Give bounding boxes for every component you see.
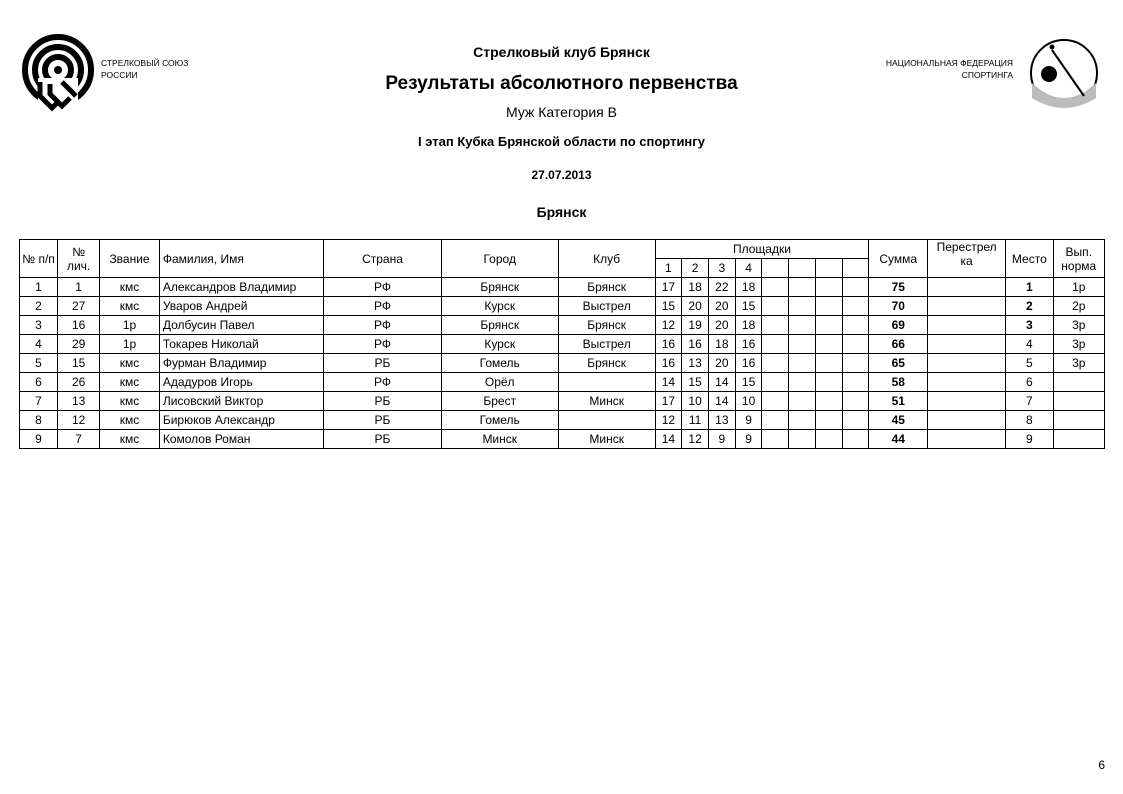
results-body [20, 278, 1105, 449]
cell-stand-score: 16 [655, 335, 682, 354]
col-town-header: Город [441, 240, 558, 278]
cell-country: РФ [324, 335, 441, 354]
cell-bib: 13 [58, 392, 100, 411]
cell-stand-score [762, 373, 789, 392]
cell-shootoff [928, 297, 1006, 316]
cell-shootoff [928, 430, 1006, 449]
cell-stand-score [815, 411, 842, 430]
cell-club: Брянск [558, 354, 655, 373]
cell-place: 1 [1006, 278, 1053, 297]
cell-stand-score: 12 [655, 411, 682, 430]
cell-country: РБ [324, 430, 441, 449]
cell-stand-score: 12 [682, 430, 709, 449]
cell-stand-score [842, 335, 869, 354]
stand-number: 3 [708, 259, 735, 278]
col-shootoff-header: Перестрел ка [928, 240, 1006, 278]
col-name-header: Фамилия, Имя [159, 240, 324, 278]
table-row [20, 354, 1105, 373]
cell-rank: кмс [100, 411, 160, 430]
cell-stand-score [789, 297, 816, 316]
cell-stand-score [815, 316, 842, 335]
cell-country: РБ [324, 411, 441, 430]
cell-stand-score: 9 [735, 411, 762, 430]
cell-town: Курск [441, 335, 558, 354]
cell-stand-score: 12 [655, 316, 682, 335]
cell-town: Гомель [441, 354, 558, 373]
cell-stand-score: 16 [735, 354, 762, 373]
col-sum-header: Сумма [869, 240, 928, 278]
cell-bib: 7 [58, 430, 100, 449]
cell-norm [1053, 373, 1105, 392]
cell-num: 4 [20, 335, 58, 354]
cell-stand-score [842, 411, 869, 430]
cell-sum: 45 [869, 411, 928, 430]
cell-stand-score: 17 [655, 392, 682, 411]
cell-club: Выстрел [558, 297, 655, 316]
cell-num: 8 [20, 411, 58, 430]
cell-name: Токарев Николай [159, 335, 324, 354]
cell-stand-score: 14 [655, 373, 682, 392]
cell-sum: 69 [869, 316, 928, 335]
cell-rank: кмс [100, 354, 160, 373]
cell-stand-score [789, 335, 816, 354]
cell-place: 9 [1006, 430, 1053, 449]
cell-sum: 44 [869, 430, 928, 449]
cell-name: Фурман Владимир [159, 354, 324, 373]
category: Муж Категория В [506, 104, 617, 120]
left-org-line1: СТРЕЛКОВЫЙ СОЮЗ [101, 58, 189, 68]
cell-stand-score: 15 [735, 297, 762, 316]
cell-norm: 3р [1053, 335, 1105, 354]
col-bib-header: № лич. [58, 240, 100, 278]
cell-stand-score: 15 [735, 373, 762, 392]
cell-norm: 3р [1053, 316, 1105, 335]
cell-stand-score: 22 [708, 278, 735, 297]
cell-stand-score [815, 278, 842, 297]
cell-stand-score: 20 [682, 297, 709, 316]
cell-club: Минск [558, 392, 655, 411]
table-header-row [20, 240, 1105, 259]
cell-shootoff [928, 278, 1006, 297]
cell-norm: 3р [1053, 354, 1105, 373]
cell-stand-score: 14 [708, 392, 735, 411]
cell-stand-score [762, 278, 789, 297]
cell-club [558, 411, 655, 430]
cell-stand-score: 16 [682, 335, 709, 354]
cell-stand-score [842, 392, 869, 411]
cell-shootoff [928, 373, 1006, 392]
cell-stand-score: 17 [655, 278, 682, 297]
cell-club: Брянск [558, 316, 655, 335]
cell-country: РФ [324, 373, 441, 392]
cell-stand-score [789, 411, 816, 430]
cell-rank: кмс [100, 392, 160, 411]
cell-bib: 26 [58, 373, 100, 392]
cell-sum: 51 [869, 392, 928, 411]
col-norm-header: Вып. норма [1053, 240, 1105, 278]
cell-name: Бирюков Александр [159, 411, 324, 430]
col-rank-header: Звание [100, 240, 160, 278]
cell-name: Александров Владимир [159, 278, 324, 297]
cell-sum: 70 [869, 297, 928, 316]
cell-place: 7 [1006, 392, 1053, 411]
cell-stand-score [789, 430, 816, 449]
cell-num: 9 [20, 430, 58, 449]
cell-stand-score: 11 [682, 411, 709, 430]
cell-stand-score: 13 [708, 411, 735, 430]
stand-number: 1 [655, 259, 682, 278]
cell-norm [1053, 411, 1105, 430]
page-number: 6 [1098, 758, 1105, 772]
cell-stand-score [789, 392, 816, 411]
cell-town: Орёл [441, 373, 558, 392]
stand-number: 2 [682, 259, 709, 278]
cell-norm: 1р [1053, 278, 1105, 297]
cell-stand-score [762, 430, 789, 449]
cell-bib: 29 [58, 335, 100, 354]
cell-stand-score: 20 [708, 354, 735, 373]
stand-number [762, 259, 789, 278]
cell-stand-score: 18 [735, 316, 762, 335]
cell-num: 5 [20, 354, 58, 373]
cell-country: РФ [324, 278, 441, 297]
cell-norm [1053, 392, 1105, 411]
cell-bib: 1 [58, 278, 100, 297]
cell-stand-score: 15 [682, 373, 709, 392]
cell-stand-score: 9 [735, 430, 762, 449]
cell-num: 2 [20, 297, 58, 316]
cell-place: 8 [1006, 411, 1053, 430]
cell-stand-score [762, 411, 789, 430]
col-place-header: Место [1006, 240, 1053, 278]
table-row [20, 373, 1105, 392]
cell-bib: 27 [58, 297, 100, 316]
cell-stand-score [815, 392, 842, 411]
stand-number: 4 [735, 259, 762, 278]
right-org-line2: СПОРТИНГА [961, 70, 1013, 80]
cell-club [558, 373, 655, 392]
cell-sum: 66 [869, 335, 928, 354]
event-name: I этап Кубка Брянской области по спортингу [418, 134, 705, 149]
cell-place: 6 [1006, 373, 1053, 392]
cell-stand-score [815, 335, 842, 354]
cell-stand-score: 13 [682, 354, 709, 373]
cell-shootoff [928, 335, 1006, 354]
cell-stand-score [842, 430, 869, 449]
cell-country: РБ [324, 392, 441, 411]
event-city: Брянск [536, 204, 587, 220]
table-row [20, 392, 1105, 411]
stand-number [815, 259, 842, 278]
cell-stand-score: 16 [655, 354, 682, 373]
cell-name: Долбусин Павел [159, 316, 324, 335]
cell-stand-score [762, 392, 789, 411]
col-country-header: Страна [324, 240, 441, 278]
col-stands-header: Площадки [655, 240, 869, 259]
cell-club: Минск [558, 430, 655, 449]
cell-num: 6 [20, 373, 58, 392]
cell-rank: кмс [100, 297, 160, 316]
right-org-line1: НАЦИОНАЛЬНАЯ ФЕДЕРАЦИЯ [885, 58, 1013, 68]
cell-stand-score [815, 430, 842, 449]
cell-shootoff [928, 392, 1006, 411]
cell-rank: кмс [100, 430, 160, 449]
cell-sum: 75 [869, 278, 928, 297]
table-row [20, 278, 1105, 297]
cell-town: Брянск [441, 278, 558, 297]
cell-stand-score: 9 [708, 430, 735, 449]
cell-town: Минск [441, 430, 558, 449]
cell-stand-score: 14 [708, 373, 735, 392]
cell-place: 3 [1006, 316, 1053, 335]
cell-num: 3 [20, 316, 58, 335]
cell-club: Выстрел [558, 335, 655, 354]
cell-stand-score [842, 373, 869, 392]
cell-country: РБ [324, 354, 441, 373]
cell-shootoff [928, 354, 1006, 373]
cell-stand-score: 10 [735, 392, 762, 411]
results-table [19, 239, 1105, 449]
cell-town: Гомель [441, 411, 558, 430]
event-date: 27.07.2013 [531, 168, 592, 182]
cell-stand-score: 10 [682, 392, 709, 411]
cell-stand-score: 14 [655, 430, 682, 449]
cell-town: Брянск [441, 316, 558, 335]
cell-shootoff [928, 316, 1006, 335]
cell-bib: 12 [58, 411, 100, 430]
cell-stand-score [762, 297, 789, 316]
cell-bib: 15 [58, 354, 100, 373]
cell-stand-score: 15 [655, 297, 682, 316]
cell-rank: кмс [100, 373, 160, 392]
cell-stand-score: 18 [735, 278, 762, 297]
cell-stand-score [762, 354, 789, 373]
cell-sum: 65 [869, 354, 928, 373]
col-club-header: Клуб [558, 240, 655, 278]
cell-stand-score: 20 [708, 316, 735, 335]
left-org-line2: РОССИИ [101, 70, 138, 80]
cell-stand-score [789, 278, 816, 297]
cell-num: 1 [20, 278, 58, 297]
cell-place: 4 [1006, 335, 1053, 354]
cell-norm: 2р [1053, 297, 1105, 316]
cell-stand-score: 19 [682, 316, 709, 335]
cell-norm [1053, 430, 1105, 449]
cell-name: Уваров Андрей [159, 297, 324, 316]
cell-name: Ададуров Игорь [159, 373, 324, 392]
cell-stand-score: 16 [735, 335, 762, 354]
cell-name: Комолов Роман [159, 430, 324, 449]
col-num-header: № п/п [20, 240, 58, 278]
table-row [20, 297, 1105, 316]
cell-country: РФ [324, 316, 441, 335]
cell-bib: 16 [58, 316, 100, 335]
cell-stand-score [762, 335, 789, 354]
cell-stand-score [762, 316, 789, 335]
cell-stand-score [815, 354, 842, 373]
cell-shootoff [928, 411, 1006, 430]
table-row [20, 411, 1105, 430]
cell-stand-score: 18 [708, 335, 735, 354]
cell-sum: 58 [869, 373, 928, 392]
cell-club: Брянск [558, 278, 655, 297]
cell-stand-score: 18 [682, 278, 709, 297]
cell-stand-score [789, 354, 816, 373]
table-row [20, 335, 1105, 354]
stand-number [842, 259, 869, 278]
cell-place: 2 [1006, 297, 1053, 316]
cell-rank: кмс [100, 278, 160, 297]
cell-num: 7 [20, 392, 58, 411]
cell-stand-score [842, 316, 869, 335]
stand-number [789, 259, 816, 278]
cell-stand-score [789, 373, 816, 392]
cell-stand-score [842, 354, 869, 373]
cell-town: Курск [441, 297, 558, 316]
page-title: Результаты абсолютного первенства [385, 73, 738, 94]
cell-name: Лисовский Виктор [159, 392, 324, 411]
club-name: Стрелковый клуб Брянск [473, 44, 650, 60]
cell-stand-score [842, 278, 869, 297]
cell-town: Брест [441, 392, 558, 411]
cell-stand-score [815, 297, 842, 316]
cell-stand-score [815, 373, 842, 392]
cell-place: 5 [1006, 354, 1053, 373]
cell-country: РФ [324, 297, 441, 316]
cell-stand-score: 20 [708, 297, 735, 316]
table-row [20, 316, 1105, 335]
cell-rank: 1р [100, 316, 160, 335]
cell-stand-score [842, 297, 869, 316]
cell-rank: 1р [100, 335, 160, 354]
table-row [20, 430, 1105, 449]
cell-stand-score [789, 316, 816, 335]
